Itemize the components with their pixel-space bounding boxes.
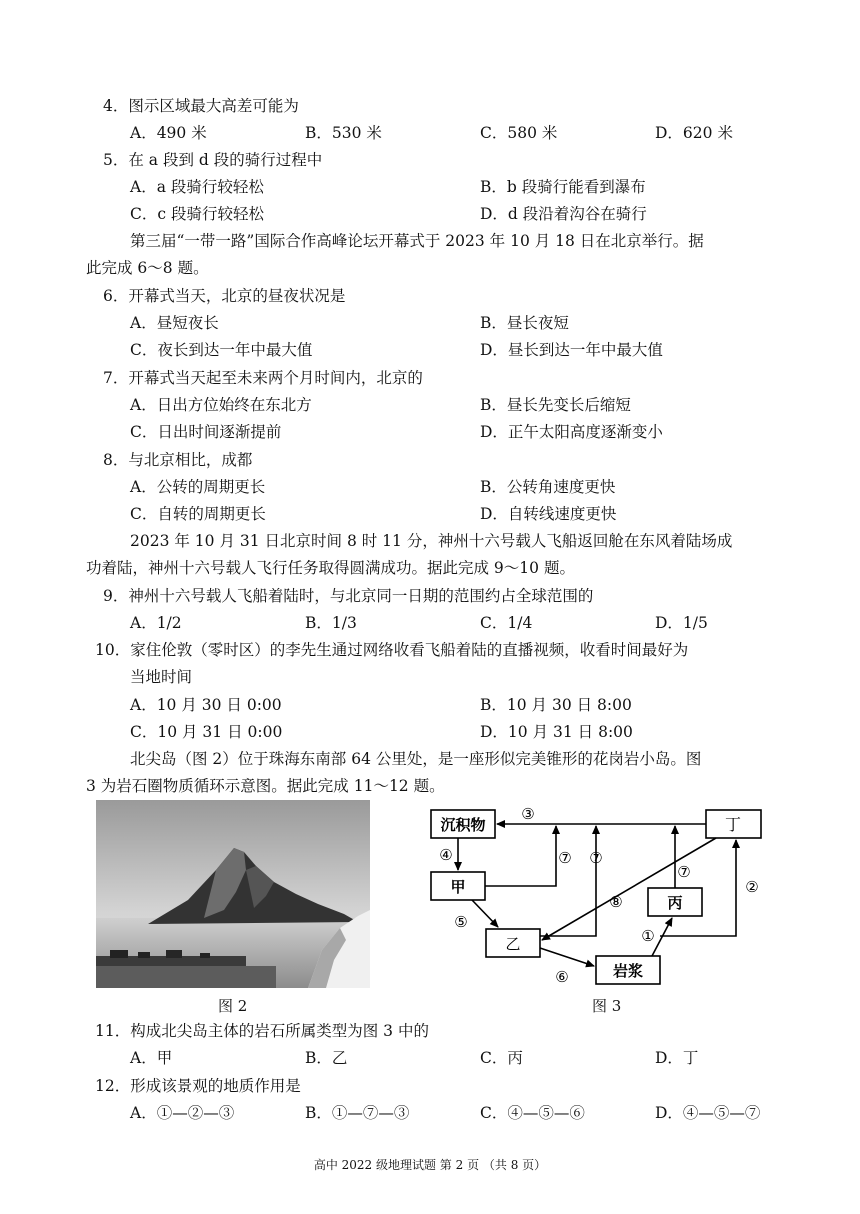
q12-stem: 12．形成该景观的地质作用是	[95, 1077, 301, 1095]
node-yi: 乙	[505, 935, 521, 953]
q11-option-c: C．丙	[480, 1049, 523, 1067]
node-sediment: 沉积物	[440, 816, 486, 834]
q10-stem-line1: 10．家住伦敦（零时区）的李先生通过网络收看飞船着陆的直播视频，收看时间最好为	[95, 641, 689, 659]
arrow-label-4: ④	[439, 846, 453, 864]
passage3-line1: 北尖岛（图 2）位于珠海东南部 64 公里处，是一座形似完美锥形的花岗岩小岛。图	[130, 750, 702, 768]
passage1-line1: 第三届“一带一路”国际合作高峰论坛开幕式于 2023 年 10 月 18 日在北京举行。据	[130, 232, 704, 250]
q9-option-d: D．1/5	[655, 614, 708, 632]
passage1-line2: 此完成 6～8 题。	[86, 259, 209, 277]
q5-option-c: C．c 段骑行较轻松	[130, 205, 264, 223]
q11-option-d: D．丁	[655, 1049, 699, 1067]
q7-stem: 7．开幕式当天起至未来两个月时间内，北京的	[103, 369, 423, 387]
q6-option-a: A．昼短夜长	[130, 314, 219, 332]
q9-option-a: A．1/2	[130, 614, 182, 632]
q6-stem: 6．开幕式当天，北京的昼夜状况是	[103, 287, 346, 305]
passage3-line2: 3 为岩石圈物质循环示意图。据此完成 11～12 题。	[86, 777, 445, 795]
q10-stem-line2: 当地时间	[130, 668, 193, 686]
page-footer: 高中 2022 级地理试题 第 2 页 （共 8 页）	[313, 1158, 547, 1172]
q8-option-a: A．公转的周期更长	[130, 478, 266, 496]
q6-option-c: C．夜长到达一年中最大值	[130, 341, 313, 359]
q5-option-a: A．a 段骑行较轻松	[130, 178, 264, 196]
q4-option-b: B．530 米	[305, 124, 382, 142]
passage2-line1: 2023 年 10 月 31 日北京时间 8 时 11 分，神州十六号载人飞船返回舱在东风着陆场成	[130, 532, 733, 550]
q10-option-a: A．10 月 30 日 0:00	[130, 696, 282, 714]
q11-stem: 11．构成北尖岛主体的岩石所属类型为图 3 中的	[95, 1022, 429, 1040]
q11-option-a: A．甲	[130, 1049, 173, 1067]
q12-option-a: A．①—②—③	[130, 1104, 235, 1122]
q9-option-b: B．1/3	[305, 614, 357, 632]
q4-stem: 4．图示区域最大高差可能为	[103, 97, 299, 115]
q8-option-d: D．自转线速度更快	[480, 505, 617, 523]
arrow-label-3: ③	[521, 805, 535, 823]
arrow-label-2: ②	[745, 878, 759, 896]
q8-option-c: C．自转的周期更长	[130, 505, 266, 523]
q7-option-d: D．正午太阳高度逐渐变小	[480, 423, 663, 441]
node-ding: 丁	[724, 815, 742, 834]
arrow-label-6: ⑥	[555, 968, 569, 986]
q7-option-b: B．昼长先变长后缩短	[480, 396, 631, 414]
island-photo	[96, 800, 370, 988]
q6-option-b: B．昼长夜短	[480, 314, 569, 332]
arrow-label-8: ⑧	[609, 893, 623, 911]
arrow-label-1: ①	[641, 927, 655, 945]
node-magma: 岩浆	[612, 962, 644, 980]
q12-option-c: C．④—⑤—⑥	[480, 1104, 585, 1122]
arrow-label-7a: ⑦	[558, 849, 572, 867]
q10-option-d: D．10 月 31 日 8:00	[480, 723, 633, 741]
q12-option-b: B．①—⑦—③	[305, 1104, 410, 1122]
q7-option-a: A．日出方位始终在东北方	[130, 396, 312, 414]
q10-option-c: C．10 月 31 日 0:00	[130, 723, 283, 741]
arrow-label-7c: ⑦	[677, 863, 691, 881]
q6-option-d: D．昼长到达一年中最大值	[480, 341, 663, 359]
q4-option-d: D．620 米	[655, 124, 733, 142]
q5-option-d: D．d 段沿着沟谷在骑行	[480, 205, 647, 223]
node-jia: 甲	[450, 878, 466, 896]
node-bing: 丙	[667, 894, 683, 912]
q5-option-b: B．b 段骑行能看到瀑布	[480, 178, 646, 196]
q5-stem: 5．在 a 段到 d 段的骑行过程中	[103, 151, 323, 169]
arrow-label-7b: ⑦	[589, 849, 603, 867]
q7-option-c: C．日出时间逐渐提前	[130, 423, 282, 441]
passage2-line2: 功着陆，神州十六号载人飞行任务取得圆满成功。据此完成 9～10 题。	[86, 559, 575, 577]
q9-option-c: C．1/4	[480, 614, 533, 632]
figure2-caption: 图 2	[218, 997, 248, 1015]
arrow-label-5: ⑤	[454, 913, 468, 931]
figure3-caption: 图 3	[592, 997, 622, 1015]
q10-option-b: B．10 月 30 日 8:00	[480, 696, 632, 714]
q9-stem: 9．神州十六号载人飞船着陆时，与北京同一日期的范围约占全球范围的	[103, 587, 594, 605]
q4-option-a: A．490 米	[130, 124, 207, 142]
q8-option-b: B．公转角速度更快	[480, 478, 616, 496]
q12-option-d: D．④—⑤—⑦	[655, 1104, 761, 1122]
q8-stem: 8．与北京相比，成都	[103, 451, 253, 469]
q4-option-c: C．580 米	[480, 124, 558, 142]
rock-cycle-diagram	[420, 800, 780, 990]
q11-option-b: B．乙	[305, 1049, 348, 1067]
